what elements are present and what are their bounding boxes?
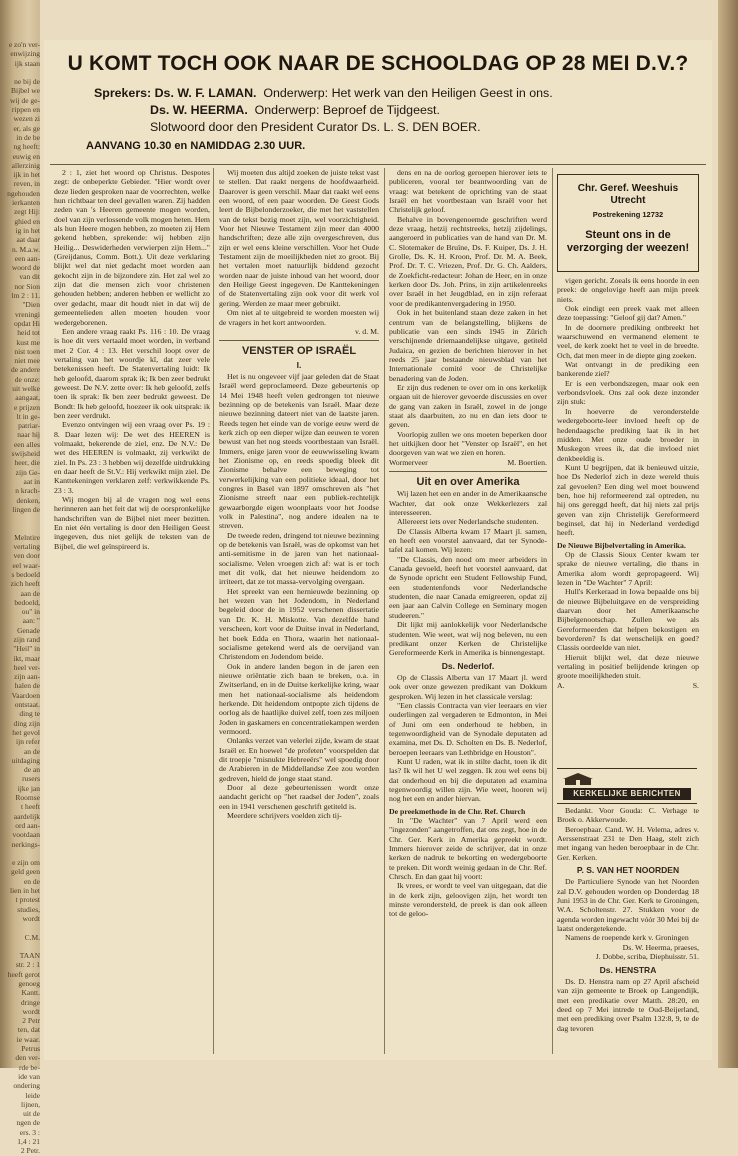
- edge-text-line: n. M.a.w.: [11, 244, 40, 254]
- column-rule: [552, 168, 553, 1054]
- edge-text-line: Petrus: [21, 1044, 40, 1054]
- article-paragraph: Om niet al te uitgebreid te worden moesten wij de vragers in het kort antwoorden.: [219, 308, 379, 327]
- start-time: AANVANG 10.30 en NAMIDDAG 2.30 UUR.: [86, 140, 306, 152]
- edge-text-line: ord aan-: [15, 820, 40, 830]
- article-paragraph: Een andere vraag raakt Ps. 116 : 10. De vraag is hoe dit vers vertaald moet worden, in verband met 2 Cor. 4 : 13. Het verschil loopt over de vertaling van het woordje kî, dat zeer vele betekenissen heeft. De Statenvertaling luidt: Ik heb geloofd, daarom sprak ik; Ik ben zeer bedrukt geweest. De N.V. zette over: Ik heb geloofd, zelfs toen ik sprak: Ik ben zeer bedrukt geweest. De Bondt: Ik heb geloofd, hoezeer ik ook uitsprak: ik ben zeer verdrukt.: [54, 326, 210, 420]
- notice-paragraph: Beroepbaar. Cand. W. H. Velema, adres v. Aerssenstraat 231 te Den Haag, stelt zich met ingang van heden beroepbaar in de Chr. Ger. Kerken.: [557, 824, 699, 862]
- edge-text-line: aan de: [20, 588, 40, 598]
- edge-text-line: vertaling: [13, 542, 40, 552]
- edge-text-line: een alles: [13, 439, 40, 449]
- church-icon: [563, 773, 593, 785]
- article-paragraph: Behalve in bovengenoemde geschriften werd deze vraag, hetzij rechtstreeks, hetzij zijdelings, aangeroerd in publicaties van de hand van Dr. M. C. Slotemaker de Bruïne, Ds. F. Kuiper, Ds. J. H. Grolle, Ds. K. H. Kroon, Prof. Dr. M. A. Beek, Prof. Dr. T. C. Vriezen, Prof. Dr. G. Ch. Aalders, de Zoekficht-redacteur: Johan de Heer, en in onze kerken door Ds. Joh. Prins, in zijn artikelenreeks over Israël in het Jeugdblad, en in zijn referaat voor de predikantenvergadering in 1950.: [389, 214, 547, 308]
- edge-text-line: vootdaan: [12, 830, 40, 840]
- edge-text-line: ding zijn: [13, 718, 40, 728]
- article-heading-amerika: Uit en over Amerika: [416, 476, 520, 488]
- ad-slogan-2: verzorging der weezen!: [566, 242, 690, 254]
- edge-text-line: patriar-: [18, 421, 40, 431]
- edge-text-line: ou" in: [21, 607, 40, 617]
- speaker-1: Sprekers: Ds. W. F. LAMAN.: [94, 86, 257, 100]
- article-paragraph: Op de Classis Sioux Center kwam ter sprake de nieuwe vertaling, die thans in Amerika alom wordt gepropageerd. Wij lezen in "De Wachter" 7 April:: [557, 549, 699, 587]
- speaker-2: Ds. W. HEERMA.: [150, 103, 248, 117]
- edge-text-line: zich heeft: [10, 579, 40, 589]
- edge-text-line: "Heil" in: [13, 644, 40, 654]
- article-paragraph: Er is een verbondszegen, maar ook een verbondsvloek. Ons zal ook deze inzonder zijn stuk:: [557, 378, 699, 407]
- article-paragraph: Op de Classis Alberta van 17 Maart jl. werd ook over onze gewezen predikant van Dokkum gesproken. Wij lezen in het classicale verslag:: [389, 672, 547, 701]
- edge-text-line: s bedoeld: [11, 569, 40, 579]
- edge-text-line: ide van: [18, 1071, 40, 1081]
- notice-paragraph: Ds. D. Henstra nam op 27 April afscheid van zijn gemeente te Broek op Langendijk, met een predikatie over Matth. 28:20, en deed op 7 Mei intrede te Oud-Beijerland, met een prediking over Psalm 132:8, 9, te de dag tevoren: [557, 976, 699, 1033]
- edge-text-line: wij de ge-: [10, 95, 40, 105]
- edge-text-line: eel waar-: [12, 560, 40, 570]
- article-paragraph: Ook in andere landen begon in de jaren een nieuwe oriëntatie zich baan te breken, o.a. in Zwitserland, en in de Duitse kerkelijke kring, waar men het nationaal-socialisme als heidendom herkende. Dit heidendom ontpopte zich tijdens de oorlog als de haatlijke duivel zelf, toen zes miljoen Joden in gaskamers en concentratiekampen werden vermoord.: [219, 661, 379, 736]
- edge-text-line: C.M.: [24, 932, 40, 942]
- edge-text-line: ding te: [19, 709, 40, 719]
- banner-title: U KOMT TOCH OOK NAAR DE SCHOOLDAG OP 28 MEI D.V.?: [67, 52, 689, 75]
- article-paragraph: Kunt U raden, wat ik in stilte dacht, toen ik dit las? Ik wil het U wel zeggen. Ik zou wel eens bij dat onderhoud en bij die deputaten ad examina tegenwoordig willen zijn. Wie weet, hooren wij nog het een en ander hiervan.: [389, 756, 547, 804]
- edge-text-line: ierkanten: [12, 198, 40, 208]
- edge-text-line: studies,: [17, 904, 40, 914]
- article-paragraph: Het is nu ongeveer vijf jaar geleden dat de Staat Israël werd geproclameerd. Deze gebeurtenis op 14 Mei 1948 heeft velen gedrongen tot nieuwe bezinning op de betekenis van Israël. Maar deze nieuwe bezinning dateert niet van de laatste jaren. Reeds tegen het einde van de vorige eeuw werd de kerk zich op een dieper wijze dan eeuwen te voren bewust van het nog steeds voortbestaan van Israël. Immers, enige jaren voor de eeuwwisseling kwam het Zionisme op, en reeds spoedig bleek dit Zionisme behalve een beweging tot verwerkelijking van een politieke ideaal, door het congres in Basel van 1897 omschreven als "het Zionisme streeft naar een publiek-rechtelijk gewaarborgde eigen woonplaats voor het Joodse volk in Palestina", nog andere idealen na te streven.: [219, 371, 379, 531]
- notice-paragraph: Namens de roepende kerk v. Groningen: [565, 933, 689, 943]
- article-part-number: I.: [296, 359, 302, 370]
- edge-text-line: aardelijk: [13, 811, 40, 821]
- closing-word-line: Slotwoord door den President Curator Ds. L. S. DEN BOER.: [150, 120, 481, 134]
- edge-text-line: aat in: [23, 476, 40, 486]
- article-paragraph: In hoeverre de veronderstelde wedergeboorte-leer invloed heeft op de hedendaagsche prediking laat ik in het midden. Met onze oude broeder in Muskegon vrees ik, dat die invloed niet denkbeeldig is.: [557, 406, 699, 463]
- section-title: KERKELIJKE BERICHTEN: [563, 788, 691, 800]
- article-paragraph: Onlanks verzet van velerlei zijde, kwam de staat Israël er. En hoewel "de profeten" voorspelden dat dit troepje "misnukte Hebreeërs" wel spoedig door de Arabieren in de Middellandse Zee zou worden gedreven, hield de jonge staat stand.: [219, 736, 379, 783]
- edge-text-line: zijn rand: [13, 635, 40, 644]
- edge-text-line: an de: [23, 746, 40, 756]
- author-signature: M. Boertien.: [507, 457, 547, 467]
- edge-text-line: [2, 68, 40, 77]
- edge-text-line: enwijzing: [10, 49, 40, 59]
- edge-text-line: ers. 3 :: [19, 1127, 40, 1137]
- edge-text-line: lijnen,: [21, 1099, 40, 1109]
- edge-text-line: "Dien: [22, 300, 40, 310]
- edge-text-line: aangaat,: [15, 393, 40, 403]
- edge-text-line: ikt, maar: [13, 653, 40, 663]
- edge-text-line: vreningi: [15, 309, 40, 319]
- edge-text-line: het gevol: [12, 727, 40, 737]
- edge-text-line: nerkings-: [11, 839, 40, 849]
- signature-initial: S.: [692, 680, 699, 690]
- edge-text-line: Roomse: [15, 793, 40, 803]
- edge-text-line: ontstaat.: [14, 700, 40, 710]
- edge-text-line: ngen de: [16, 1118, 40, 1128]
- edge-text-line: leide: [25, 1090, 40, 1100]
- edge-text-line: Genade: [17, 625, 40, 635]
- article-paragraph: Wat ontvangt in de prediking een bankerende ziel?: [557, 360, 699, 379]
- edge-text-line: ijke jan: [17, 783, 40, 793]
- article-paragraph: Hull's Kerkeraad in Iowa bepaalde ons bij de nieuwe Bijbeluitgave en de verspreiding daarvan door het Amerikaansche Bijbelgenootschap. Zullen we als Gereformeerden dat helpen bekostigen en bevorderen? Is dat wenschelijk en goed? Classis oordeelde van niet.: [557, 587, 699, 653]
- article-paragraph: Voorlopig zullen we ons moeten beperken door het uitkijken door het "Venster op Israël", en het doorgeven van wat we zien en horen.: [389, 429, 547, 458]
- schooldag-banner: [50, 46, 706, 165]
- edge-text-line: lien in het: [10, 886, 40, 896]
- edge-text-line: e zijn om: [12, 858, 40, 868]
- ad-slogan-1: Steunt ons in de: [585, 229, 671, 241]
- edge-text-line: ten, dat: [17, 1025, 40, 1035]
- edge-text-line: TAAN: [19, 951, 40, 961]
- edge-text-line: kust me: [16, 337, 40, 347]
- edge-text-line: [2, 523, 40, 532]
- edge-text-line: Kantt.: [21, 988, 40, 998]
- edge-text-line: den ver-: [15, 1053, 40, 1063]
- edge-text-line: niet mee: [14, 356, 40, 366]
- edge-text-line: er, als ge: [13, 123, 40, 133]
- article-paragraph: Kunt U begrijpen, dat ik benieuwd uitzie, hoe Ds Nederlof zich in deze wereld thuis zal gevoelen? Een ding wel moet bouwend ben, hoe hij reformeerend zal optreden, nu hij ons gereggd heeft, dat hij niets zal prijs geven van zijn Christelijk Gereformeerd beginsel, dat hij in Nederland verdedigd heeft.: [557, 462, 699, 538]
- edge-text-line: de an: [23, 765, 40, 775]
- column-rule: [384, 168, 385, 1054]
- ad-org-name: Chr. Geref. Weeshuis: [577, 183, 679, 194]
- article-paragraph: Er zijn dus redenen te over om in ons kerkelijk orgaan uit de hierover gevoerde discussies en over de gang van zaken in Israël, zowel in de jonge staat als daarbuiten, zo nu en dan iets door te geven.: [389, 382, 547, 430]
- edge-text-line: ghied en: [14, 216, 40, 226]
- article-paragraph: Meerdere schrijvers voelden zich tij-: [227, 811, 342, 821]
- edge-text-line: n krach-: [15, 486, 40, 496]
- edge-text-line: heel ver-: [13, 662, 40, 672]
- divider: [219, 340, 379, 341]
- article-paragraph: "Een classis Contracta van vier leeraars en vier ouderlingen zal vergaderen te Edmonton, in Mei of Juni om een onderhoud te hebben, in tegenwoordigheid van de Synodale deputaten ad examina, met Ds. D. Scholten en Ds. B. Nederlof, beroepen leeraars van Lethbridge en Houston".: [389, 700, 547, 757]
- article-paragraph: Dit lijkt mij aanlokkelijk voor Nederlandsche studenten. Wie weet, wat wij nog beleven, nu een predikant onzer Kerken de Christelijke Gereformeerde Kerk in Amerika is binnengestapt.: [389, 620, 547, 658]
- edge-text-line: [2, 849, 40, 858]
- article-paragraph: 2 : 1, ziet het woord op Christus. Despotes zegt: de onbeperkte Gebieder. "Hier wordt over deze lieden gesproken naar de voorrechten, welke hun richtbaar ten deel gevallen waren. Zij hadden zeden van 's Heeren gemeente mogen worden, doel van zijn verlossende volk mogen heten. Hem als hun Heere mogen hebben, zo moeten zij Hem gekend hebben, sprekende: wij hebben zijn Heilig... Deswiderheden verwierpen zijn Hem..." (Greijdanus, Comm. Bott.). Uit deze verklaring blijkt wel dat niet gedacht moet worden aan gekocht zijn in de bijzondere zin. Het zal wel zo zijn dat die mensen zich voor christenen gehouden hebben; anderen hebben er wellicht zo over gedacht, maar dit houdt niet in dat wij de gemeentelieden allen moeten houden voor wedergeborenen.: [54, 168, 210, 327]
- edge-text-line: heer, die: [14, 458, 40, 468]
- edge-text-line: en de: [23, 876, 40, 886]
- edge-text-line: zijn aan-: [13, 672, 40, 682]
- edge-text-line: lt in ge-: [16, 411, 40, 421]
- signature-place: Wormerveer: [389, 457, 428, 467]
- edge-text-line: reven, in: [13, 179, 40, 189]
- subheading-preekmethode: De preekmethode in de Chr. Ref. Church: [389, 806, 526, 816]
- edge-text-line: nor Sion: [14, 281, 40, 291]
- edge-text-line: ijn refer: [16, 737, 40, 747]
- edge-text-line: zegt Hij:: [13, 207, 40, 217]
- edge-text-line: genoeg: [18, 978, 40, 988]
- column-1: [54, 168, 210, 1054]
- edge-text-line: naar hij: [17, 430, 40, 440]
- column-rule: [213, 168, 214, 1054]
- edge-text-line: 2 Petr: [22, 1016, 40, 1026]
- article-paragraph: Het spreekt van een hernieuwde bezinning op het wezen van het Jodendom, in Nederland begeleid door de in 1952 verschenen dissertatie van Dr. K. H. Miskotte. Van dezelfde hand verscheen, kort voor de Duitse inval in Nederland, het boek Edda en Thora, waarin het nationaal-socialisme getekend werd als de oervijand van Christendom en Jodendom beide.: [219, 586, 379, 662]
- edge-text-line: woord de: [11, 263, 40, 273]
- edge-text-line: rippen en: [11, 105, 40, 115]
- article-heading-israel: VENSTER OP ISRAËL: [241, 345, 357, 358]
- signature-initial: A.: [557, 680, 565, 690]
- edge-text-line: t protest: [15, 895, 40, 905]
- edge-text-line: wordt: [22, 913, 40, 923]
- edge-text-line: Vaardoen: [11, 690, 40, 700]
- edge-text-line: rusers: [22, 774, 40, 784]
- edge-text-line: 2 Petr.: [20, 1146, 40, 1156]
- edge-text-line: [2, 923, 40, 932]
- column-4-lower: [557, 806, 699, 1054]
- weeshuis-advertisement: [557, 174, 699, 272]
- edge-text-line: de andere: [11, 365, 40, 375]
- edge-text-line: opdat Hi: [13, 318, 40, 328]
- divider: [389, 471, 547, 472]
- signature-praeses: Ds. W. Heerma, praeses,: [622, 942, 699, 952]
- article-paragraph: Ook in het buitenland staan deze zaken in het centrum van de belangstelling, blijkens de publicatie van een sinds 1945 in Zürich verschijnende driemaandelijkse uitgave, getiteld Judaica, en gezien de berichten hierover in het reeds 25 jaar bestaande nieuwsblad van het Internationale comité voor de Christelijke benadering van de Joden.: [389, 308, 547, 383]
- speaker-line-1: [94, 86, 553, 100]
- adjacent-page-edge: [0, 0, 40, 1156]
- article-paragraph: Wij moeten dus altijd zoeken de juiste tekst vast te stellen. Dat raakt nergens de hoofdwaarheid. Daarover is geen verschil. Maar dat raakt wel eens een woord, of een paar woorden. De Geest Gods leert de Bijbelonderzoeker, die met het vaststellen van de tekst bezig moet zijn, wel voorzichtigheid. Voor het Nieuwe Testament zijn meer dan 4000 handschriften; deze alle zijn overgeschreven, dus zijn er wel eens kleine verschillen. Voor het Oude Testament zijn de moeilijkheden niet zo groot. Bij het vertalen moet natuurlijk biddend gezocht worden naar de juiste inhoud van het woord, door den Heilige Geest ingegeven. De Kanttekeningen of de Statenvertaling zijn ook voor dit werk vol gering. Werden ze maar meer gebruikt.: [219, 168, 379, 308]
- article-paragraph: dens en na de oorlog geroepen hierover iets te publiceren, vooral ter beantwoording van de vraag: wat betekent de oprichting van de staat Israël en het voortbestaan van Israël voor het Christelijk geloof.: [389, 168, 547, 215]
- edge-text-line: nist toen: [14, 346, 40, 356]
- edge-text-line: wezen zi: [13, 114, 40, 124]
- edge-text-line: ie waar.: [16, 1034, 40, 1044]
- article-paragraph: vigen gericht. Zoeals ik eens hoorde in een preek: de ongelovige heeft aan mijn preek niets.: [557, 276, 699, 304]
- article-paragraph: Ook eindigt een preek vaak met alleen deze toepassing: "Geloof gij dat? Amen.": [557, 304, 699, 323]
- subheading-bijbelvertaling: De Nieuwe Bijbelvertaling in Amerika.: [557, 540, 686, 550]
- edge-text-line: halen de: [14, 681, 40, 691]
- kerkelijke-berichten-header: [557, 768, 697, 804]
- edge-text-line: e zo'n ver-: [8, 40, 40, 49]
- edge-text-line: ven door: [13, 551, 40, 561]
- page-binding-shadow: [718, 0, 738, 1068]
- edge-text-line: rde be-: [18, 1062, 40, 1072]
- edge-text-line: [2, 514, 40, 523]
- adjacent-page-text: [2, 40, 40, 1156]
- subheading-ps-noorden: P. S. VAN HET NOORDEN: [576, 865, 680, 876]
- subheading-henstra: Ds. HENSTRA: [599, 964, 657, 975]
- ad-city: Utrecht: [610, 195, 646, 206]
- edge-text-line: de onze:: [14, 374, 40, 384]
- subheading-nederlof: Ds. Nederlof.: [441, 660, 495, 671]
- edge-text-line: van dit: [19, 272, 40, 282]
- topic-1: Onderwerp: Het werk van den Heiligen Geest in ons.: [263, 86, 553, 100]
- edge-text-line: ng heeft:: [13, 142, 40, 152]
- edge-text-line: zijn Ge-: [15, 467, 40, 477]
- signature-line: [389, 458, 547, 467]
- signature-line: [557, 681, 699, 690]
- article-paragraph: In "De Wachter" van 7 April werd een "ingezonden" aangetroffen, dat ons zegt, hoe in de Chr. Ger. Kerk in Amerika gepreekt wordt. Immers hierover zeide de schrijver, dat in onze kerken de nadruk te bekorting en wedergeboorte te preken. Dit wordt weinig gedaan in de Chr. Ref. Chrsch. En dan gaat hij voort:: [389, 816, 547, 882]
- edge-text-line: bedoeld,: [14, 597, 40, 607]
- edge-text-line: [2, 942, 40, 951]
- article-paragraph: Ik vrees, er wordt te veel van uitgegaan, dat die in de kerk zijn, geloovigen zijn, het wordt ten minste verondersteld, de preek is dan ook alleen tot de geloo-: [389, 881, 547, 919]
- speaker-line-2: [150, 103, 440, 117]
- edge-text-line: lingen de: [12, 504, 40, 514]
- edge-text-line: wordt: [22, 1006, 40, 1016]
- edge-text-line: ig in het: [15, 225, 40, 235]
- edge-text-line: Melntire: [14, 532, 40, 542]
- ad-postrekening: Postrekening 12732: [592, 210, 664, 219]
- column-3: [389, 168, 547, 1054]
- column-4-upper: [557, 276, 699, 764]
- edge-text-line: ngehouden: [7, 188, 40, 198]
- edge-text-line: uitdaging: [11, 755, 40, 765]
- edge-text-line: 1,4 : 21: [17, 1137, 40, 1147]
- edge-text-line: in de be: [16, 132, 40, 142]
- edge-text-line: een aan-: [14, 253, 40, 263]
- edge-text-line: str. 2 : 1: [15, 960, 40, 970]
- edge-text-line: heid tot: [17, 328, 40, 338]
- edge-text-line: dringe: [20, 997, 40, 1007]
- article-paragraph: Wij mogen bij al de vragen nog wel eens herinneren aan het feit dat wij de oorspronkelijke handschriften van de Bijbel niet meer bezitten. En niet één vertaling is door den Heiligen Geest ingegeven, dus niet gelijk de teksten van de Bijbel, die wel geïnspireerd is.: [54, 495, 210, 551]
- edge-text-line: ondering: [13, 1081, 40, 1091]
- article-paragraph: "De Classis, den nood om meer arbeiders in Canada gevoeld, heeft het voorstel aanvaard, dat de Synode opricht een Student Fellowship Fund, een studentenfonds voor Nederlandsche studenten, die naar Canada emigreeren, opdat zij een jaar aan Calvin College en Seminary mogen studeeren.": [389, 554, 547, 620]
- edge-text-line: ijk in het: [13, 170, 40, 180]
- edge-text-line: allerzinig: [11, 160, 40, 170]
- notice-paragraph: De Particuliere Synode van het Noorden zal D.V. gehouden worden op Donderdag 18 Juni 1953 in de Chr. Ger. Kerk te Groningen, W.A. Scholtenstr. 27. Stukken voor de agenda worden ingewacht vóór 30 Mei bij de laatst ondergetekende.: [557, 877, 699, 934]
- edge-text-line: Bijbel we: [11, 86, 40, 96]
- edge-text-line: euwig en: [12, 151, 40, 161]
- signature-scriba: J. Dobbe, scriba, Diephuisstr. 51.: [595, 952, 699, 962]
- edge-text-line: aan: ": [22, 616, 40, 626]
- article-paragraph: Hieruit blijkt wel, dat deze nieuwe vertaling in positief belijdende kringen op groote moeilijkheden stuit.: [557, 652, 699, 681]
- edge-text-line: heeft gerot: [7, 969, 40, 979]
- article-paragraph: De Classis Alberta kwam 17 Maart jl. samen, en heeft een voorstel aanvaard, dat ter Synode-tafel zal komen. Wij lezen:: [389, 526, 547, 555]
- article-paragraph: In de doornere prediking ontbreekt het waarschuwend en vermanend element te veel, de kerk zoekt het te veel in de breedte. Och, dat men meer in de diepte ging zoeken.: [557, 322, 699, 360]
- edge-text-line: ne bij de: [14, 77, 40, 87]
- author-signature: v. d. M.: [355, 326, 379, 336]
- edge-text-line: lm 2 : 11.: [11, 291, 40, 301]
- article-paragraph: Wij lazen het een en ander in de Amerikaansche Wachter, dat ook onze Wekkerlezers zal interesseeren.: [389, 489, 547, 518]
- notice-paragraph: Bedankt. Voor Gouda: C. Verhage te Broek o. Akkerwoude.: [557, 806, 699, 825]
- edge-text-line: denken,: [16, 495, 40, 505]
- article-paragraph: Door al deze gebeurtenissen wordt onze aandacht gericht op "het raadsel der Joden", zoals een in 1941 verschenen geschrift getiteld is.: [219, 783, 379, 811]
- edge-text-line: geld geen: [11, 867, 40, 877]
- article-paragraph: De tweede reden, dringend tot nieuwe bezinning op de betekenis van Israël, was de opkomst van het anti-semitisme in de jaren van het nationaal-socialisme. Velen vroegen zich af: wat is er toch met dit volk, dat het nieuwe heidendom zo irriteert, dat ze tot massa-vervolging overgaan.: [219, 530, 379, 587]
- edge-text-line: ijk staan: [14, 58, 40, 68]
- article-paragraph: Evenzo ontvingen wij een vraag over Ps. 19 : 8. Daar lezen wij: De wet des HEEREN is volmaakt, bekerende de ziel, enz. De N.V.: De wet des HEEREN is volmaakt, zij verkwikt de ziel. In Ps. 23 : 3 hebben wij dezelfde uitdrukking en daar heeft de St.V.: Hij verkwikt mijn ziel. De Kanttekeningen verklaren zelf: verkwikkende Ps. 23 : 3.: [54, 420, 210, 495]
- topic-2: Onderwerp: Beproef de Tijdgeest.: [254, 103, 440, 117]
- edge-text-line: aat daar: [16, 235, 40, 245]
- edge-text-line: swijsheid: [11, 449, 40, 459]
- edge-text-line: uit welke: [12, 383, 40, 393]
- edge-text-line: uit de: [23, 1109, 40, 1119]
- article-paragraph: Allereerst iets over Nederlandsche studenten.: [397, 517, 539, 527]
- newspaper-page: [44, 40, 712, 1060]
- column-2: [219, 168, 379, 1054]
- edge-text-line: e prijzen: [13, 402, 40, 412]
- edge-text-line: t heeft: [21, 802, 40, 812]
